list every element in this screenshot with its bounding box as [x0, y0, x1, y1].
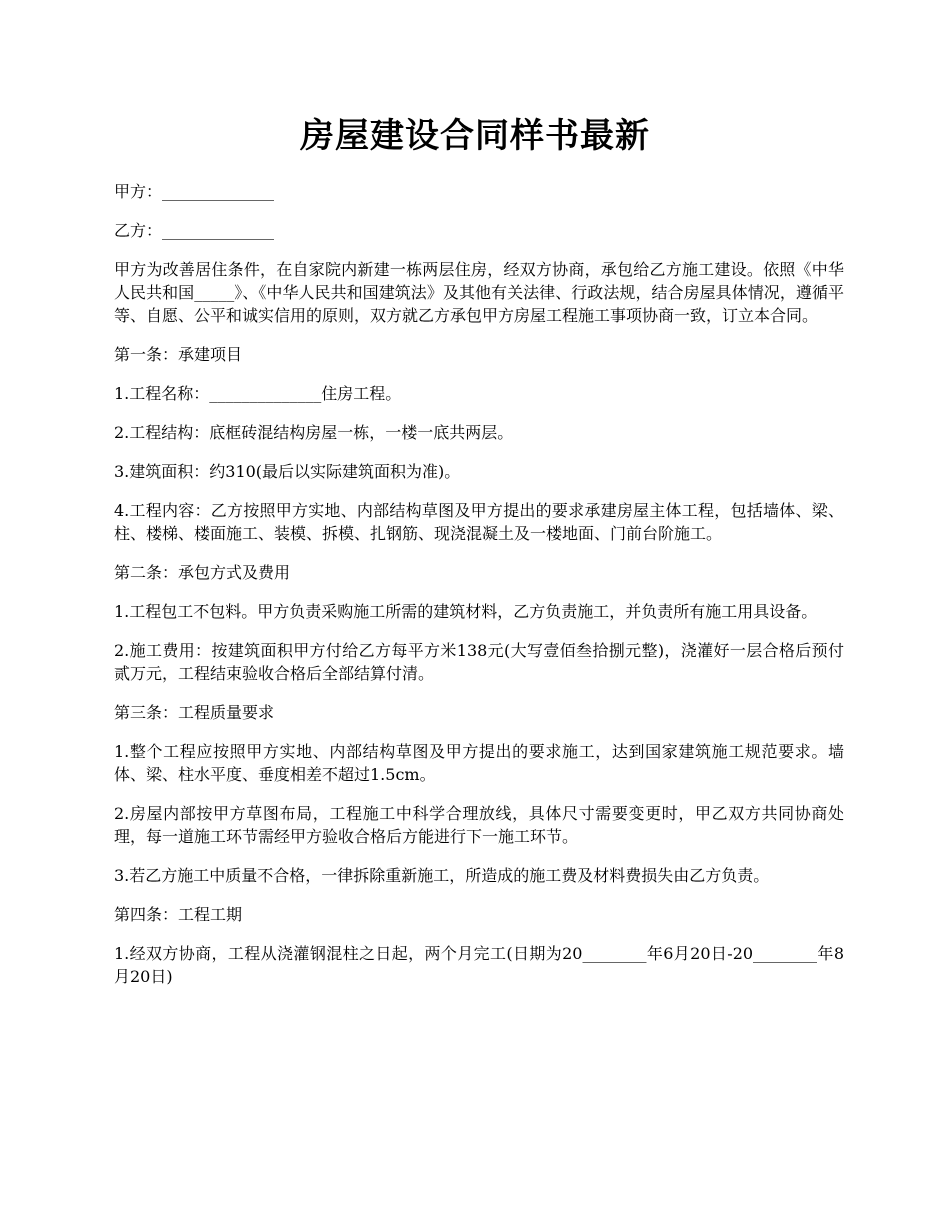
article-3-heading: 第三条：工程质量要求 — [114, 703, 275, 722]
document-title: 房屋建设合同样书最新 — [300, 116, 650, 156]
document-body — [114, 180, 844, 1004]
article-1-item-4: 4.工程内容：乙方按照甲方实地、内部结构草图及甲方提出的要求承建房屋主体工程，包括墙体、梁、柱、楼梯、楼面施工、装模、拆模、扎钢筋、现浇混凝土及一楼地面、门前台阶施工。 — [114, 501, 844, 543]
preamble-paragraph: 甲方为改善居住条件，在自家院内新建一栋两层住房，经双方协商，承包给乙方施工建设。依照《中华人民共和国_____》、《中华人民共和国建筑法》及其他有关法律、行政法规，结合房屋具体情况，遵循平等、自愿、公平和诚实信用的原则，双方就乙方承包甲方房屋工程施工事项协商一致，订立本合同。 — [114, 260, 844, 325]
article-3-item-1: 1.整个工程应按照甲方实地、内部结构草图及甲方提出的要求施工，达到国家建筑施工规范要求。墙体、梁、柱水平度、垂度相差不超过1.5cm。 — [114, 742, 844, 784]
article-4-heading: 第四条：工程工期 — [114, 905, 243, 924]
article-1-item-1: 1.工程名称：______________住房工程。 — [114, 384, 402, 403]
article-4-item-1: 1.经双方协商，工程从浇灌钢混柱之日起，两个月完工(日期为20________年6月20日-20________年8月20日) — [114, 944, 844, 986]
article-3-item-3: 3.若乙方施工中质量不合格，一律拆除重新施工，所造成的施工费及材料费损失由乙方负责。 — [114, 866, 770, 885]
party-a-line: 甲方：______________ — [114, 182, 275, 201]
article-2-item-2: 2.施工费用：按建筑面积甲方付给乙方每平方米138元(大写壹佰叁拾捌元整)，浇灌好一层合格后预付贰万元，工程结束验收合格后全部结算付清。 — [114, 641, 844, 683]
article-1-heading: 第一条：承建项目 — [114, 345, 243, 364]
article-1-item-2: 2.工程结构：底框砖混结构房屋一栋，一楼一底共两层。 — [114, 423, 514, 442]
article-2-heading: 第二条：承包方式及费用 — [114, 563, 291, 582]
article-2-item-1: 1.工程包工不包料。甲方负责采购施工所需的建筑材料，乙方负责施工，并负责所有施工用具设备。 — [114, 602, 818, 621]
article-3-item-2: 2.房屋内部按甲方草图布局，工程施工中科学合理放线，具体尺寸需要变更时，甲乙双方共同协商处理，每一道施工环节需经甲方验收合格后方能进行下一施工环节。 — [114, 804, 844, 846]
party-b-line: 乙方：______________ — [114, 221, 275, 240]
article-1-item-3: 3.建筑面积：约310(最后以实际建筑面积为准)。 — [114, 462, 461, 481]
